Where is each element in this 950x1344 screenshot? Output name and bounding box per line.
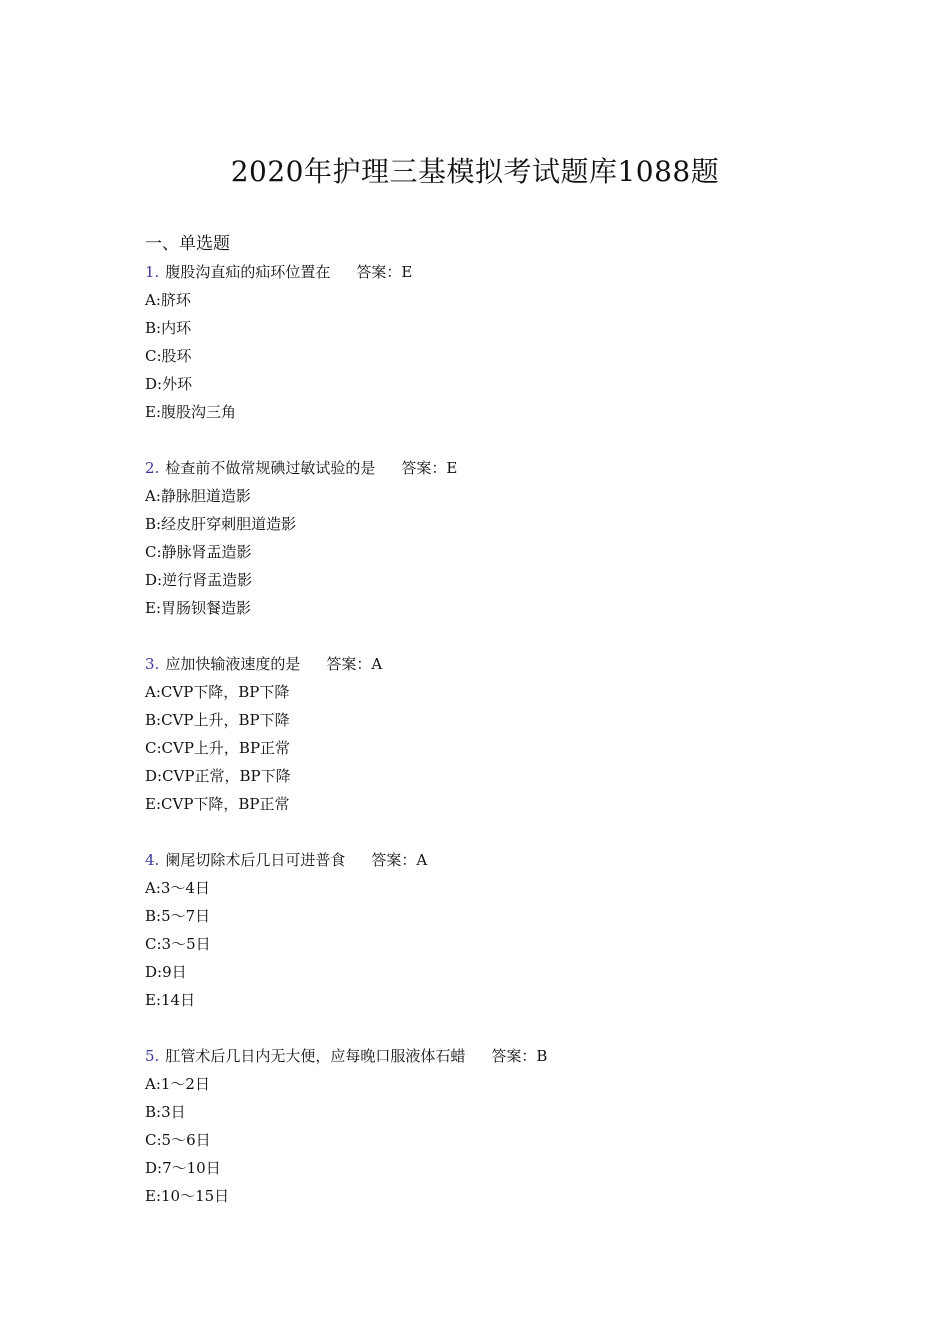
option-d: D:7～10日: [145, 1159, 221, 1177]
option-e: E:CVP下降，BP正常: [145, 795, 290, 813]
option-a: A:3～4日: [145, 879, 210, 897]
question-text: 阑尾切除术后几日可进普食: [165, 851, 346, 869]
question-3: [145, 650, 845, 818]
option-b: B:3日: [145, 1103, 186, 1121]
answer-label: 答案：: [401, 459, 447, 477]
question-number: 1.: [145, 263, 160, 281]
option-b: B:CVP上升，BP下降: [145, 711, 290, 729]
option-d: D:逆行肾盂造影: [145, 571, 253, 589]
option-e: E:胃肠钡餐造影: [145, 599, 252, 617]
answer-label: 答案：: [371, 851, 417, 869]
answer-value: E: [446, 459, 458, 477]
option-d: D:9日: [145, 963, 187, 981]
question-stem: [145, 650, 845, 678]
question-text: 检查前不做常规碘过敏试验的是: [165, 459, 376, 477]
option-e: E:10～15日: [145, 1187, 230, 1205]
option-a: A:脐环: [145, 291, 191, 309]
option-c: C:股环: [145, 347, 192, 365]
question-text: 应加快输液速度的是: [165, 655, 301, 673]
question-number: 3.: [145, 655, 160, 673]
question-text: 腹股沟直疝的疝环位置在: [165, 263, 331, 281]
question-stem: [145, 454, 845, 482]
answer-value: A: [371, 655, 383, 673]
answer-label: 答案：: [326, 655, 372, 673]
option-b: B:经皮肝穿刺胆道造影: [145, 515, 297, 533]
option-c: C:5～6日: [145, 1131, 211, 1149]
question-number: 4.: [145, 851, 160, 869]
option-b: B:内环: [145, 319, 192, 337]
answer-value: B: [536, 1047, 548, 1065]
answer-label: 答案：: [491, 1047, 537, 1065]
answer-value: E: [401, 263, 413, 281]
option-e: E:腹股沟三角: [145, 403, 237, 421]
question-4: [145, 846, 845, 1014]
question-list: [145, 258, 845, 1238]
question-number: 2.: [145, 459, 160, 477]
question-stem: [145, 1042, 845, 1070]
question-2: [145, 454, 845, 622]
option-e: E:14日: [145, 991, 196, 1009]
answer-value: A: [416, 851, 428, 869]
option-a: A:CVP下降，BP下降: [145, 683, 290, 701]
question-5: [145, 1042, 845, 1210]
page-title: 2020年护理三基模拟考试题库1088题: [230, 155, 720, 188]
option-d: D:外环: [145, 375, 193, 393]
option-a: A:静脉胆道造影: [145, 487, 251, 505]
section-heading: 一、单选题: [145, 234, 230, 254]
answer-label: 答案：: [356, 263, 402, 281]
question-text: 肛管术后几日内无大便，应每晚口服液体石蜡: [165, 1047, 466, 1065]
question-number: 5.: [145, 1047, 160, 1065]
option-c: C:CVP上升，BP正常: [145, 739, 291, 757]
option-d: D:CVP正常，BP下降: [145, 767, 291, 785]
question-stem: [145, 846, 845, 874]
option-c: C:3～5日: [145, 935, 211, 953]
option-c: C:静脉肾盂造影: [145, 543, 252, 561]
option-b: B:5～7日: [145, 907, 211, 925]
question-stem: [145, 258, 845, 286]
question-1: [145, 258, 845, 426]
option-a: A:1～2日: [145, 1075, 210, 1093]
